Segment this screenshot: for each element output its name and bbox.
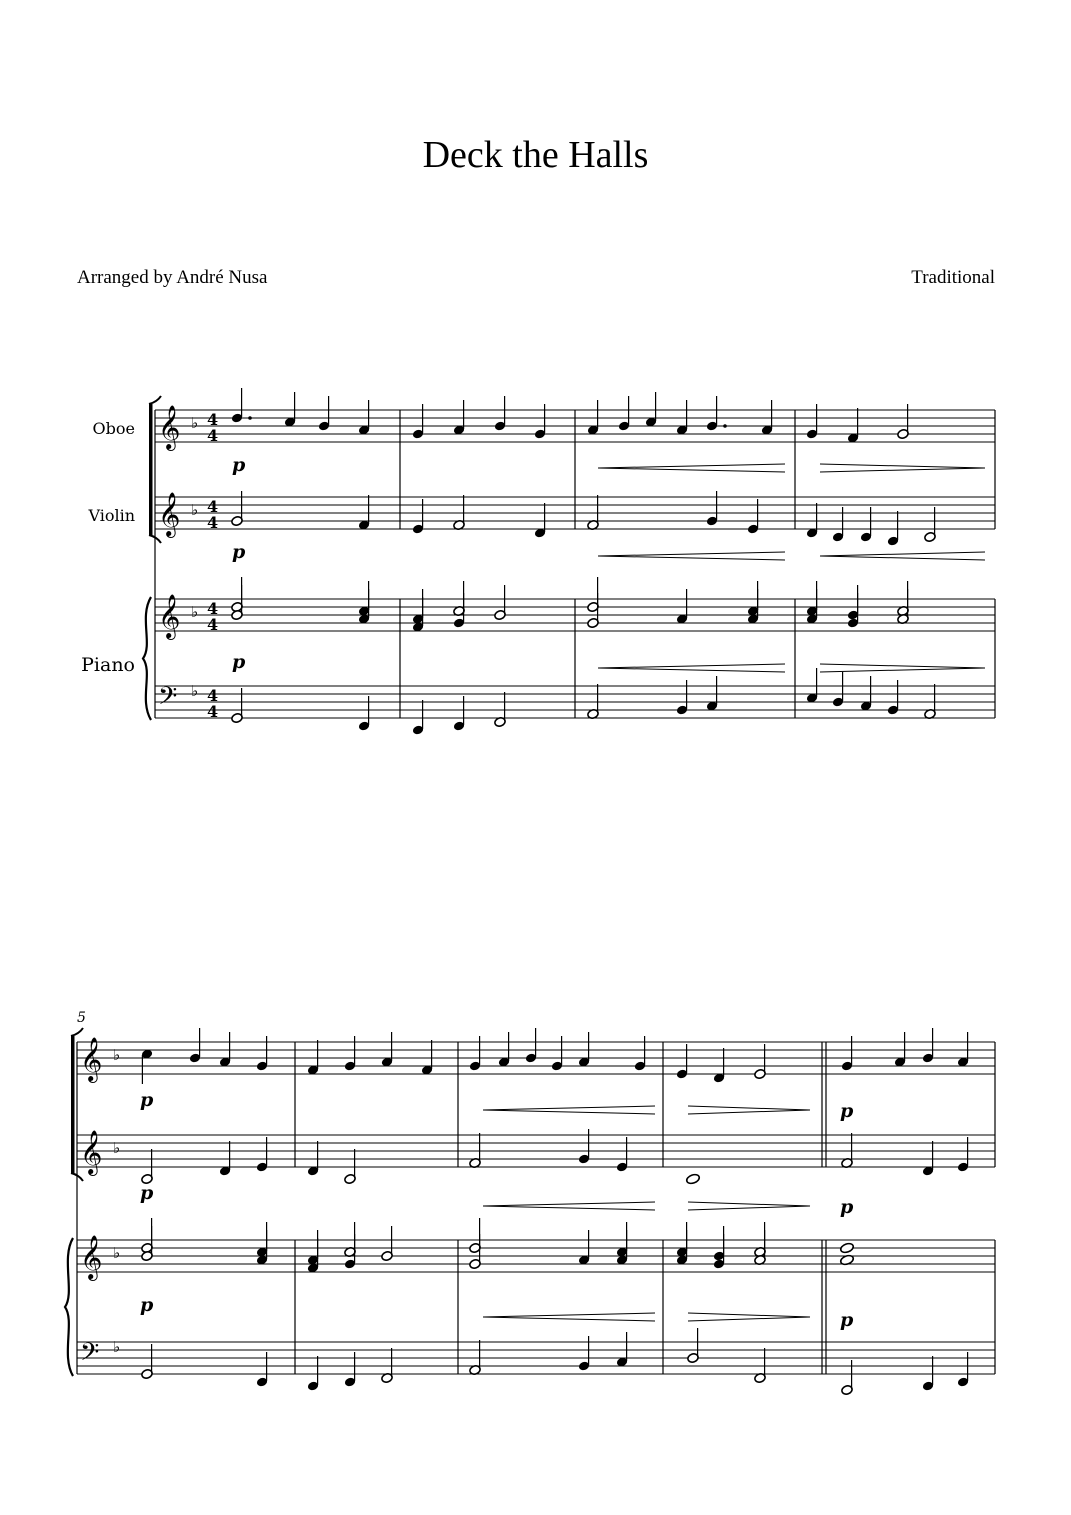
dynamic-oboe-1: p [232, 454, 246, 476]
crescendo-hairpin [820, 556, 985, 560]
ensemble-bracket [71, 1036, 75, 1173]
crescendo-hairpin [598, 464, 785, 468]
dot [723, 424, 727, 428]
time-signature: 4 [207, 513, 219, 532]
crescendo-hairpin [820, 552, 985, 556]
decrescendo-hairpin [688, 1317, 810, 1321]
crescendo-hairpin [483, 1202, 655, 1206]
treble-clef: 𝄞 [80, 1235, 103, 1279]
treble-clef: 𝄞 [158, 594, 181, 638]
dynamic-violin-5: p [140, 1182, 154, 1204]
flat-sign: ♭ [113, 1338, 121, 1356]
crescendo-hairpin [483, 1106, 655, 1110]
decrescendo-hairpin [688, 1110, 810, 1114]
crescendo-hairpin [483, 1313, 655, 1317]
ensemble-bracket [149, 404, 153, 535]
crescendo-hairpin [598, 668, 785, 672]
treble-clef: 𝄞 [158, 405, 181, 449]
decrescendo-hairpin [820, 464, 985, 468]
instrument-label-piano: Piano [81, 654, 135, 676]
crescendo-hairpin [483, 1317, 655, 1321]
dot [248, 416, 252, 420]
treble-clef: 𝄞 [80, 1037, 103, 1081]
decrescendo-hairpin [820, 664, 985, 668]
dynamic-violin-9: p [840, 1196, 854, 1218]
time-signature: 4 [207, 599, 219, 618]
flat-sign: ♭ [113, 1244, 121, 1262]
crescendo-hairpin [483, 1110, 655, 1114]
dynamic-piano-1: p [232, 651, 246, 673]
crescendo-hairpin [598, 552, 785, 556]
instrument-label-oboe: Oboe [92, 419, 135, 438]
measure-number: 5 [77, 1010, 86, 1026]
piano-brace [65, 1238, 73, 1376]
flat-sign: ♭ [113, 1139, 121, 1157]
bracket-hook [149, 396, 161, 404]
piano-treble-note [840, 1242, 855, 1254]
decrescendo-hairpin [688, 1106, 810, 1110]
decrescendo-hairpin [820, 668, 985, 672]
crescendo-hairpin [483, 1206, 655, 1210]
crescendo-hairpin [598, 468, 785, 472]
flat-sign: ♭ [113, 1046, 121, 1064]
bracket-hook [71, 1028, 83, 1036]
notation-layer [65, 388, 995, 1396]
instrument-label-violin: Violin [88, 506, 135, 525]
time-signature: 4 [207, 686, 219, 705]
time-signature: 4 [207, 497, 219, 516]
flat-sign: ♭ [191, 603, 199, 621]
piano-brace [143, 597, 151, 720]
time-signature: 4 [207, 426, 219, 445]
decrescendo-hairpin [688, 1206, 810, 1210]
bass-clef: 𝄢 [158, 682, 178, 717]
bass-clef: 𝄢 [80, 1338, 100, 1373]
dynamic-oboe-5: p [140, 1089, 154, 1111]
time-signature: 4 [207, 702, 219, 721]
crescendo-hairpin [598, 664, 785, 668]
arranger-credit: Arranged by André Nusa [77, 267, 268, 288]
time-signature: 4 [207, 615, 219, 634]
violin-note [686, 1173, 701, 1185]
decrescendo-hairpin [688, 1202, 810, 1206]
dynamic-violin-1: p [232, 541, 246, 563]
decrescendo-hairpin [688, 1313, 810, 1317]
flat-sign: ♭ [191, 414, 199, 432]
flat-sign: ♭ [191, 501, 199, 519]
label-layer [77, 419, 854, 1331]
crescendo-hairpin [598, 556, 785, 560]
decrescendo-hairpin [820, 468, 985, 472]
treble-clef: 𝄞 [158, 492, 181, 536]
dynamic-piano-5: p [140, 1294, 154, 1316]
dynamic-piano-9: p [840, 1309, 854, 1331]
score-title: Deck the Halls [422, 134, 649, 176]
composer-credit: Traditional [911, 267, 995, 288]
dynamic-oboe-9: p [840, 1100, 854, 1122]
treble-clef: 𝄞 [80, 1130, 103, 1174]
time-signature: 4 [207, 410, 219, 429]
flat-sign: ♭ [191, 682, 199, 700]
